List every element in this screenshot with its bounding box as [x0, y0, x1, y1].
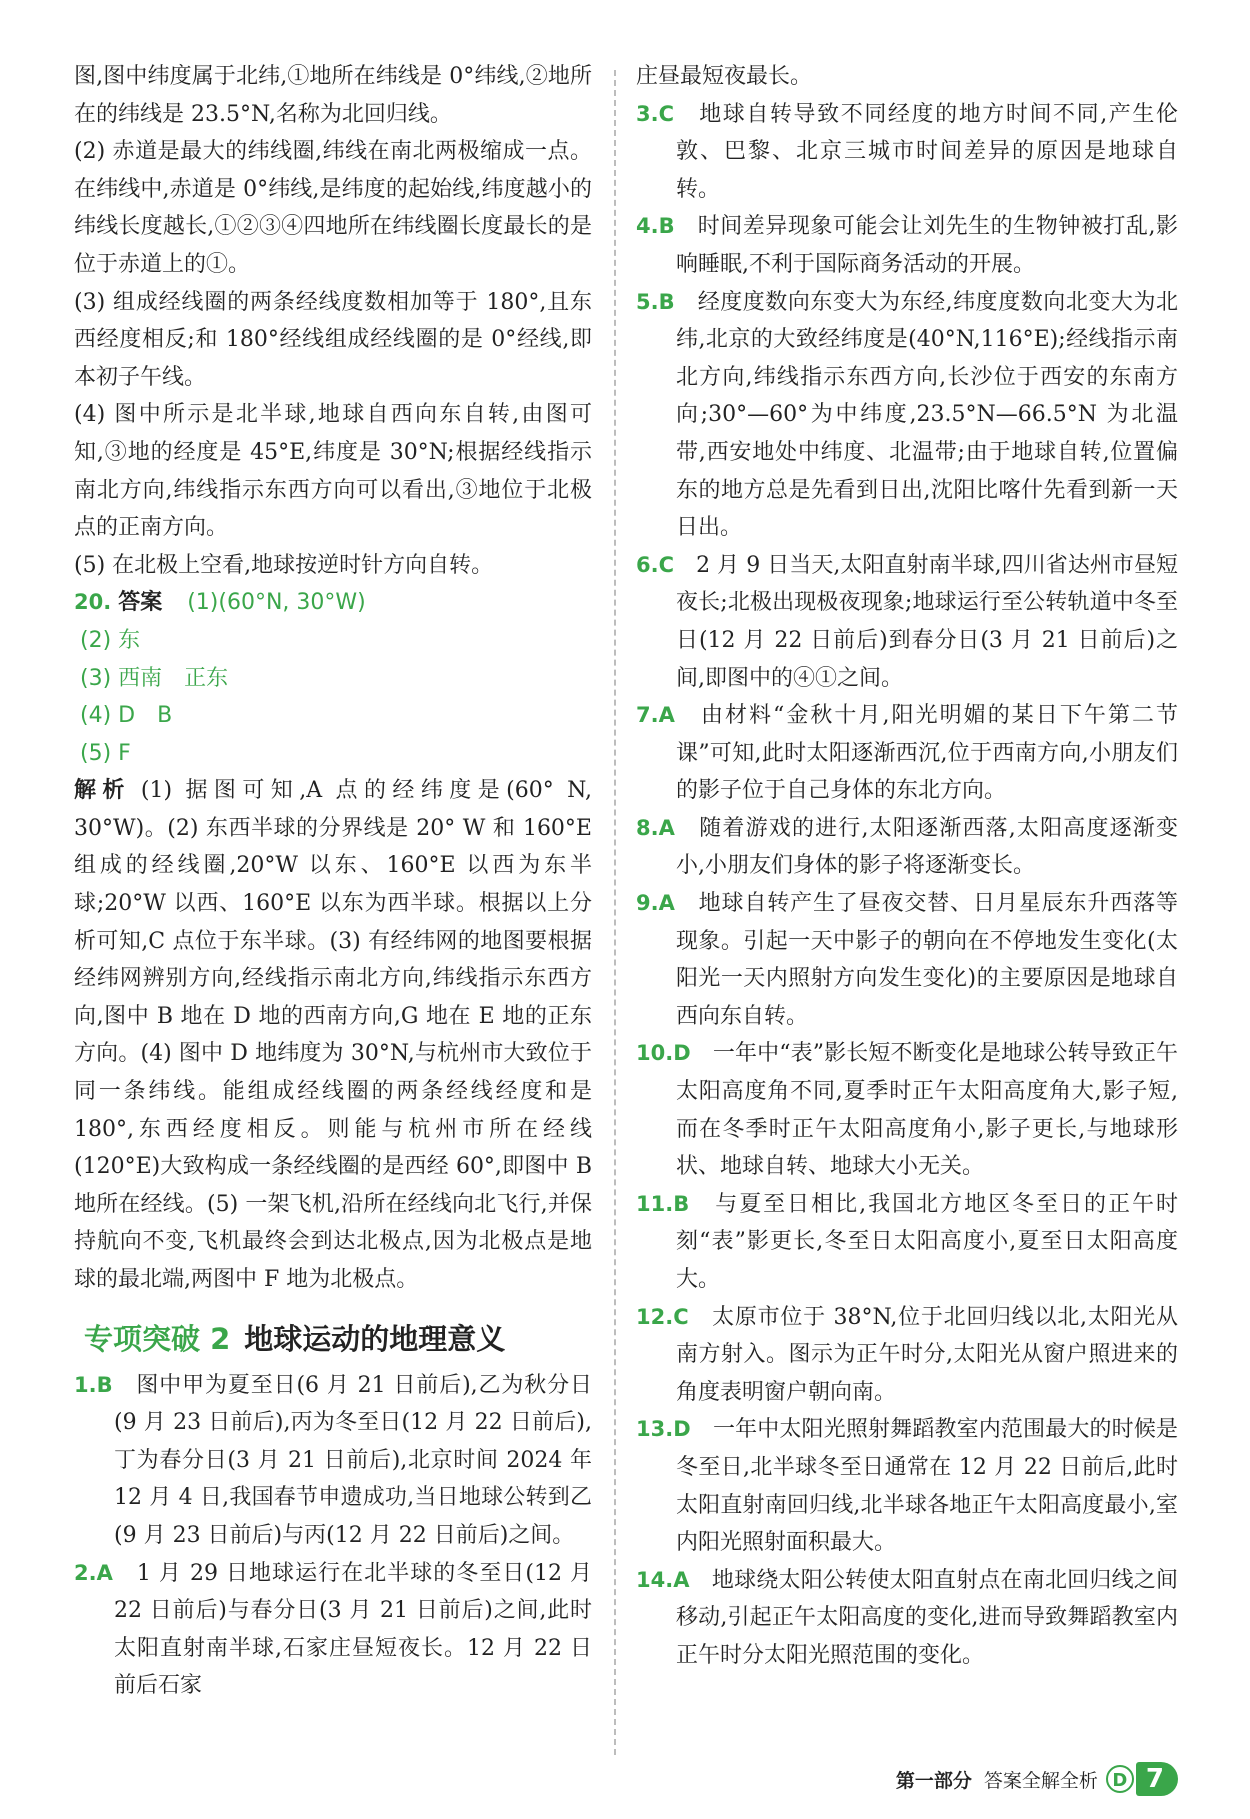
continuation-text	[636, 58, 1178, 96]
item-number: 4.B	[636, 214, 675, 239]
answer-line: (1)(60°N, 30°W)	[187, 590, 366, 616]
answer-item	[636, 1562, 1178, 1675]
intro-paragraph: (3) 组成经线圈的两条经线度数相加等于 180°,且东西经度相反;和 180°经线组成经线圈的是 0°经线,即本初子午线。	[74, 289, 592, 390]
analysis-paragraph	[74, 772, 592, 1298]
continuation-text-body: 庄昼最短夜最长。	[636, 64, 813, 89]
answer-label: 答案	[118, 590, 163, 616]
item-text: 太原市位于 38°N,位于北回归线以北,太阳光从南方射入。图示为正午时分,太阳光从窗户照进来的角度表明窗户朝向南。	[676, 1304, 1178, 1405]
item-text: 图中甲为夏至日(6 月 21 日前后),乙为秋分日(9 月 23 日前后),丙为冬至日(12 月 22 日前后),丁为春分日(3 月 21 日前后),北京时间 2024 年 12 月 4 日,我国春节申遗成功,当日地球公转到乙(9 月 23 日前后)与丙(12 月 22 日前后)之间。	[114, 1372, 592, 1548]
item-number: 9.A	[636, 891, 675, 916]
item-text: 经度度数向东变大为东经,纬度度数向北变大为北纬,北京的大致经纬度是(40°N,116°E);经线指示南北方向,纬线指示东西方向,长沙位于西安的东南方向;30°—60°为中纬度,23.5°N—66.5°N 为北温带,西安地处中纬度、北温带;由于地球自转,位置偏东的地方总是先看到日出,沈阳比喀什先看到新一天日出。	[676, 289, 1178, 541]
footer-part: 第一部分	[895, 1769, 972, 1792]
item-number: 6.C	[636, 552, 675, 577]
left-column	[74, 58, 592, 1705]
analysis-text: (1) 据图可知,A 点的经纬度是(60° N, 30°W)。(2) 东西半球的分界线是 20° W 和 160°E组成的经线圈,20°W 以东、160°E 以西为东半球;20°W 以西、160°E 以东为西半球。根据以上分析可知,C 点位于东半球。(3) 有经纬网的地图要根据经纬网辨别方向,经线指示南北方向,纬线指示东西方向,图中 B 地在 D 地的西南方向,G 地在 E 地的正东方向。(4) 图中 D 地纬度为 30°N,与杭州市大致位于同一条纬线。能组成经线圈的两条经线经度和是 180°,东西经度相反。则能与杭州市所在经线(120°E)大致构成一条经线圈的是西经 60°,即图中 B 地所在经线。(5) 一架飞机,沿所在经线向北飞行,并保持航向不变,飞机最终会到达北极点,因为北极点是地球的最北端,两图中 F 地为北极点。	[74, 778, 592, 1292]
answer-item	[636, 697, 1178, 810]
item-number: 10.D	[636, 1041, 691, 1066]
question-number: 20.	[74, 590, 112, 615]
column-divider	[614, 70, 616, 1755]
answer-item	[636, 96, 1178, 209]
page-footer	[896, 1762, 1178, 1796]
answer-line: (5) F	[80, 740, 131, 766]
answer-line: (4) D B	[80, 703, 173, 729]
item-number: 7.A	[636, 703, 675, 728]
right-column	[636, 58, 1178, 1675]
section-title: 地球运动的地理意义	[244, 1321, 506, 1356]
answer-item	[636, 1186, 1178, 1299]
item-text: 2 月 9 日当天,太阳直射南半球,四川省达州市昼短夜长;北极出现极夜现象;地球运行至公转轨道中冬至日(12 月 22 日前后)到春分日(3 月 21 日前后)之间,即图中的④①之间。	[676, 552, 1178, 691]
answer-item	[636, 1299, 1178, 1412]
analysis-label: 解析	[74, 778, 131, 804]
item-text: 一年中太阳光照射舞蹈教室内范围最大的时候是冬至日,北半球冬至日通常在 12 月 22 日前后,此时太阳直射南回归线,北半球各地正午太阳高度最小,室内阳光照射面积最大。	[676, 1417, 1178, 1556]
item-text: 地球自转导致不同经度的地方时间不同,产生伦敦、巴黎、北京三城市时间差异的原因是地球自转。	[676, 101, 1178, 202]
answer-line: (2) 东	[80, 627, 141, 653]
item-text: 时间差异现象可能会让刘先生的生物钟被打乱,影响睡眠,不利于国际商务活动的开展。	[676, 214, 1178, 277]
intro-paragraph: 图,图中纬度属于北纬,①地所在纬线是 0°纬线,②地所在的纬线是 23.5°N,名称为北回归线。	[74, 64, 592, 127]
item-text: 1 月 29 日地球运行在北半球的冬至日(12 月 22 日前后)与春分日(3 月 21 日前后)之间,此时太阳直射南半球,石家庄昼短夜长。12 月 22 日前后石家	[114, 1560, 592, 1699]
intro-paragraph: (4) 图中所示是北半球,地球自西向东自转,由图可知,③地的经度是 45°E,纬度是 30°N;根据经线指示南北方向,纬线指示东西方向可以看出,③地位于北极点的正南方向。	[74, 402, 592, 541]
answer-line: (3) 西南 正东	[80, 665, 229, 691]
item-number: 12.C	[636, 1304, 689, 1329]
item-number: 8.A	[636, 815, 675, 840]
answer-item	[636, 1035, 1178, 1185]
item-number: 1.B	[74, 1372, 113, 1397]
item-text: 与夏至日相比,我国北方地区冬至日的正午时刻“表”影更长,冬至日太阳高度小,夏至日太阳高度大。	[676, 1191, 1178, 1292]
footer-mark: D	[1106, 1765, 1134, 1793]
question-20-answer	[74, 584, 592, 772]
item-number: 13.D	[636, 1417, 691, 1442]
item-text: 由材料“金秋十月,阳光明媚的某日下午第二节课”可知,此时太阳逐渐西沉,位于西南方向,小朋友们的影子位于自己身体的东北方向。	[676, 703, 1178, 804]
item-text: 地球自转产生了昼夜交替、日月星辰东升西落等现象。引起一天中影子的朝向在不停地发生变化(太阳光一天内照射方向发生变化)的主要原因是地球自西向东自转。	[676, 891, 1178, 1029]
item-text: 一年中“表”影长短不断变化是地球公转导致正午太阳高度角不同,夏季时正午太阳高度角大,影子短,而在冬季时正午太阳高度角小,影子更长,与地球形状、地球自转、地球大小无关。	[676, 1041, 1178, 1180]
item-number: 2.A	[74, 1560, 113, 1585]
answer-item	[636, 547, 1178, 697]
intro-paragraph: (5) 在北极上空看,地球按逆时针方向自转。	[74, 552, 494, 578]
answer-item	[636, 810, 1178, 885]
item-number: 5.B	[636, 289, 675, 314]
answer-item	[636, 208, 1178, 283]
item-text: 地球绕太阳公转使太阳直射点在南北回归线之间移动,引起正午太阳高度的变化,进而导致舞蹈教室内正午时分太阳光照范围的变化。	[676, 1567, 1178, 1668]
answer-item	[74, 1367, 592, 1555]
footer-subtitle: 答案全解全析	[983, 1769, 1098, 1792]
section-tag: 专项突破 2	[84, 1321, 231, 1356]
page-number: 7	[1136, 1762, 1178, 1796]
item-number: 14.A	[636, 1567, 690, 1592]
answer-item	[74, 1555, 592, 1705]
item-text: 随着游戏的进行,太阳逐渐西落,太阳高度逐渐变小,小朋友们身体的影子将逐渐变长。	[676, 815, 1178, 879]
item-number: 3.C	[636, 101, 675, 126]
intro-paragraph: (2) 赤道是最大的纬线圈,纬线在南北两极缩成一点。在纬线中,赤道是 0°纬线,是纬度的起始线,纬度越小的纬线长度越长,①②③④四地所在纬线圈长度最长的是位于赤道上的①。	[74, 139, 592, 277]
item-number: 11.B	[636, 1191, 690, 1216]
answer-item	[636, 284, 1178, 547]
answer-item	[636, 1411, 1178, 1561]
answer-item	[636, 885, 1178, 1035]
section-heading	[74, 1319, 592, 1359]
